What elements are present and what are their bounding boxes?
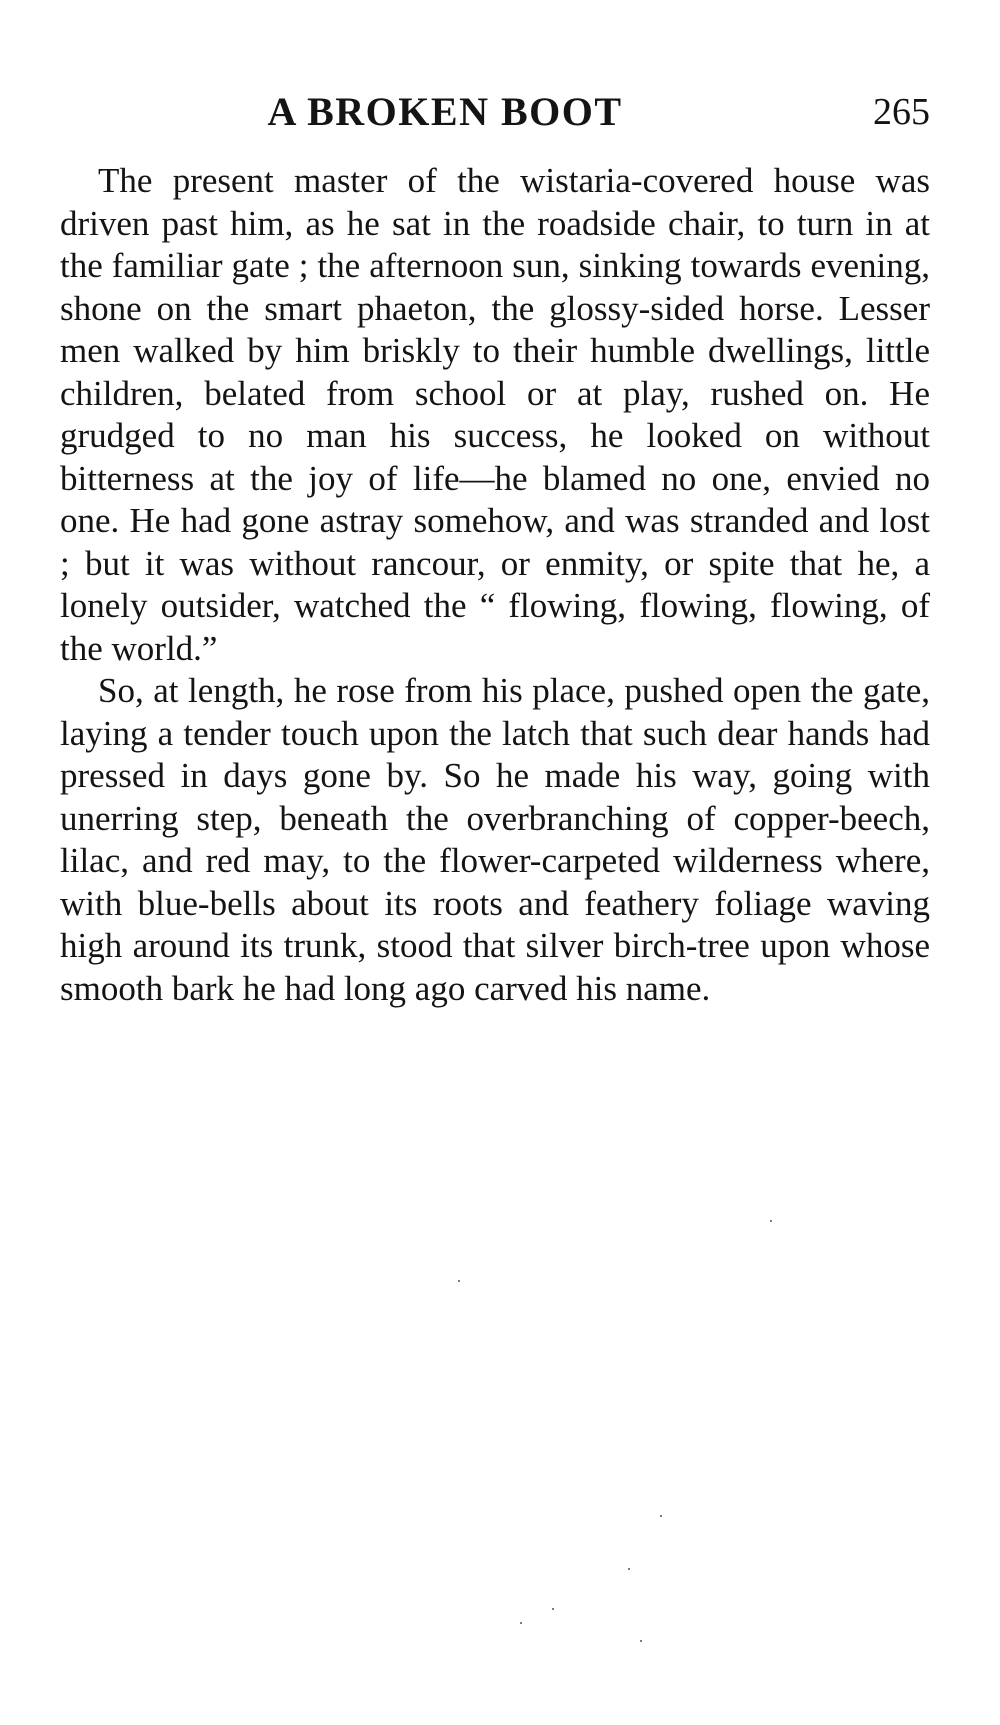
scan-speck bbox=[552, 1608, 554, 1610]
scan-speck bbox=[660, 1515, 662, 1517]
paragraph-1: The present master of the wistaria-covered house was driven past him, as he sat in the roadside chair, to turn in at the familiar gate ; the afternoon sun, sinking towards evening, shone on the smart phaeton, the glossy-sided horse. Lesser men walked by him briskly to their humble dwellings, little children, belated from school or at play, rushed on. He grudged to no man his success, he looked on without bitterness at the joy of life—he blamed no one, envied no one. He had gone astray somehow, and was stranded and lost ; but it was without rancour, or enmity, or spite that he, a lonely outsider, watched the “ flowing, flowing, flowing, of the world.” bbox=[60, 161, 930, 668]
page-number: 265 bbox=[873, 91, 930, 133]
paragraph-2: So, at length, he rose from his place, pushed open the gate, laying a tender touch upon the latch that such dear hands had pressed in days gone by. So he made his way, going with unerring step, beneath the overbranching of copper-beech, lilac, and red may, to the flower-carpeted wilderness where, with blue-bells about its roots and feathery foliage waving high around its trunk, stood that silver birch-tree upon whose smooth bark he had long ago carved his name. bbox=[60, 671, 930, 1008]
running-header bbox=[60, 82, 930, 142]
scan-speck bbox=[770, 1220, 772, 1222]
scan-speck bbox=[458, 1280, 460, 1282]
scan-speck bbox=[520, 1622, 522, 1624]
chapter-title: A BROKEN BOOT bbox=[267, 89, 623, 134]
scan-speck bbox=[628, 1568, 630, 1570]
scan-speck bbox=[640, 1640, 642, 1642]
body-text bbox=[60, 160, 930, 1010]
